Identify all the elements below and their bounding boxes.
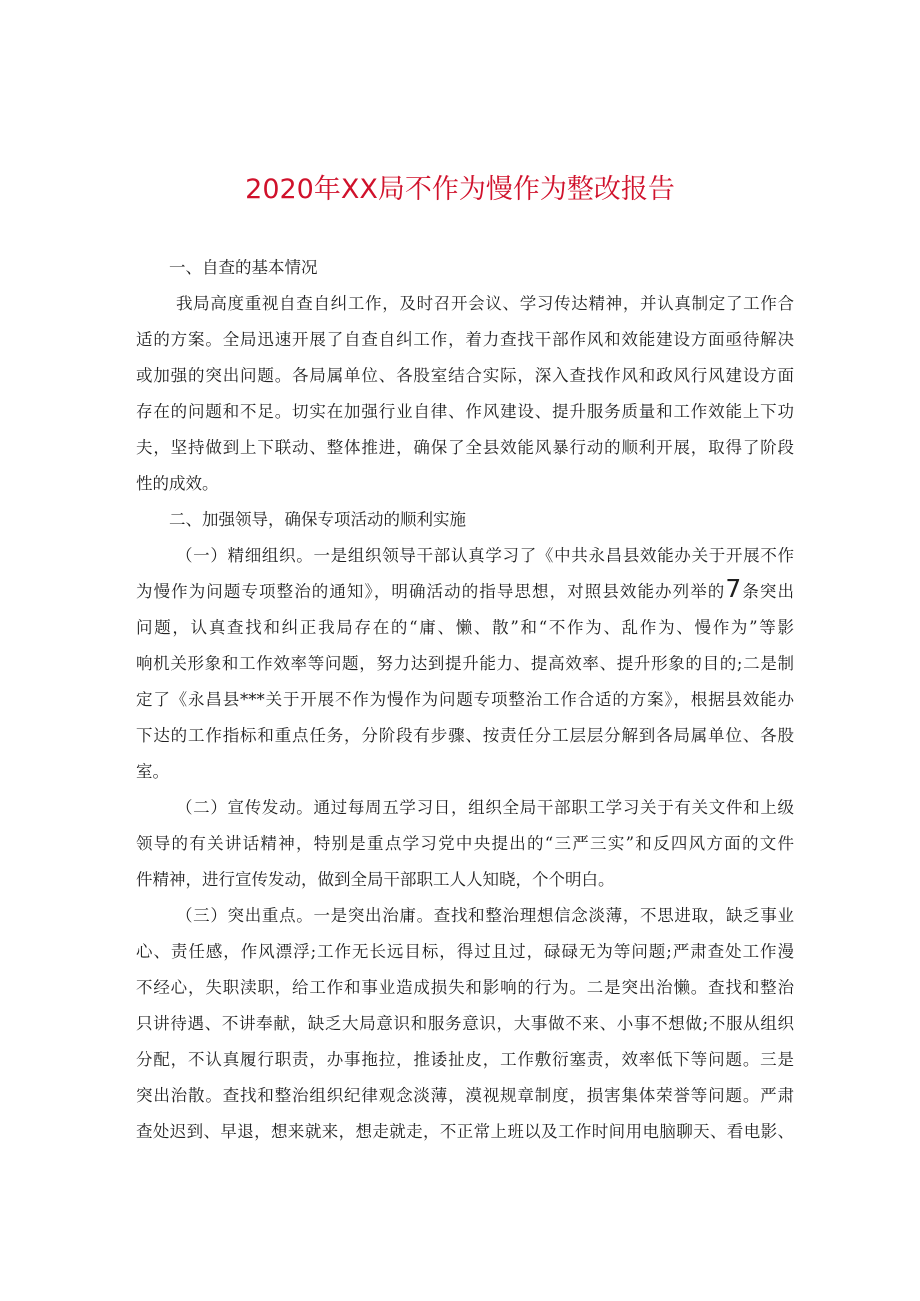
highlight-number: 7 [725, 574, 742, 603]
text-line [136, 574, 794, 610]
text-line: 我局高度重视自查自纠工作，及时召开会议、学习传达精神，并认真制定了工作合 [176, 294, 794, 313]
text-line: 响机关形象和工作效率等问题，努力达到提升能力、提高效率、提升形象的目的;二是制 [136, 654, 794, 673]
text-line: （三）突出重点。一是突出治庸。查找和整治理想信念淡薄，不思进取，缺乏事业 [176, 906, 794, 925]
paragraph-key-points [136, 898, 794, 1150]
text-fragment: 为慢作为问题专项整治的通知》，明确活动的指导思想，对照县效能办列举的 [136, 582, 726, 601]
section-heading-1: 一、自查的基本情况 [169, 258, 318, 277]
text-line: 存在的问题和不足。切实在加强行业自律、作风建设、提升服务质量和工作效能上下功 [136, 402, 794, 421]
document-title: 2020年XX局不作为慢作为整改报告 [245, 174, 675, 205]
paragraph-self-inspection [136, 286, 794, 502]
text-line: 件精神，进行宣传发动，做到全局干部职工人人知晓，个个明白。 [136, 870, 615, 889]
text-line: 查处迟到、早退，想来就来，想走就走，不正常上班以及工作时间用电脑聊天、看电影、 [136, 1122, 794, 1141]
section-heading-2: 二、加强领导，确保专项活动的顺利实施 [169, 510, 466, 529]
paragraph-organization [136, 538, 794, 790]
text-line: 夫，坚持做到上下联动、整体推进，确保了全县效能风暴行动的顺利开展，取得了阶段 [136, 438, 794, 457]
text-line: 问题，认真查找和纠正我局存在的“庸、懒、散”和“不作为、乱作为、慢作为”等影 [136, 618, 794, 637]
text-line: （一）精细组织。一是组织领导干部认真学习了《中共永昌县效能办关于开展不作 [176, 546, 794, 565]
text-line: 或加强的突出问题。各局属单位、各股室结合实际，深入查找作风和政风行风建设方面 [136, 366, 794, 385]
text-line: 性的成效。 [136, 474, 219, 493]
text-fragment: 条突出 [741, 582, 795, 601]
text-line: 定了《永昌县***关于开展不作为慢作为问题专项整治工作合适的方案》，根据县效能办 [136, 690, 794, 709]
text-line: 心、责任感，作风漂浮;工作无长远目标，得过且过，碌碌无为等问题;严肃查处工作漫 [136, 942, 794, 961]
text-line: 不经心，失职渎职，给工作和事业造成损失和影响的行为。二是突出治懒。查找和整治 [136, 978, 794, 997]
text-line: 室。 [136, 762, 169, 781]
text-line: 适的方案。全局迅速开展了自查自纠工作，着力查找干部作风和效能建设方面亟待解决 [136, 330, 794, 349]
text-line: 下达的工作指标和重点任务，分阶段有步骤、按责任分工层层分解到各局属单位、各股 [136, 726, 794, 745]
text-line: 突出治散。查找和整治组织纪律观念淡薄，漠视规章制度，损害集体荣誉等问题。严肃 [136, 1086, 794, 1105]
text-line: 领导的有关讲话精神，特别是重点学习党中央提出的“三严三实”和反四风方面的文件 [136, 834, 794, 853]
text-line: 只讲待遇、不讲奉献，缺乏大局意识和服务意识，大事做不来、小事不想做;不服从组织 [136, 1014, 794, 1033]
text-line: （二）宣传发动。通过每周五学习日，组织全局干部职工学习关于有关文件和上级 [176, 798, 794, 817]
text-line: 分配，不认真履行职责，办事拖拉，推诿扯皮，工作敷衍塞责，效率低下等问题。三是 [136, 1050, 794, 1069]
document-body [136, 250, 794, 1150]
paragraph-publicity [136, 790, 794, 898]
